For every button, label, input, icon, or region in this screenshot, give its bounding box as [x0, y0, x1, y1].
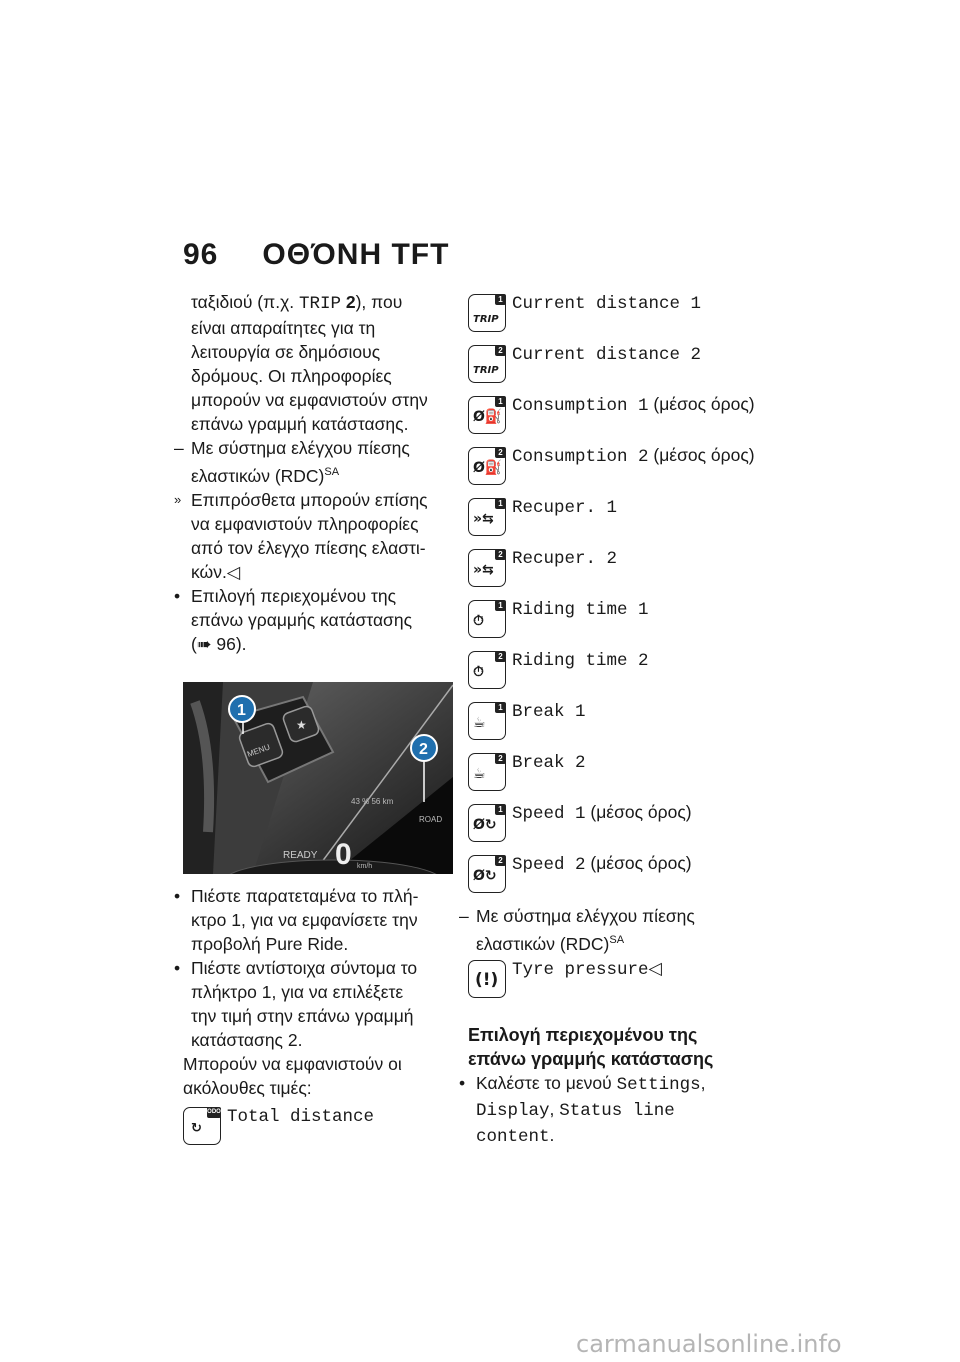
text-line: ακόλουθες τιμές:: [183, 1077, 312, 1098]
value-code: Riding time 1: [512, 600, 649, 620]
intro-paragraph: ταξιδιού (π.χ. TRIP 2), που είναι απαραίτητες για τη λειτουργία σε δημόσιους δρόμους. Οι πληροφορίες μπορούν να εμφανιστούν στην επάνω γραμμή κατάστασης.: [183, 290, 441, 436]
recuper-2-icon: »⇆ 2: [468, 549, 506, 587]
list-item: [468, 494, 768, 545]
text-line: επάνω γραμμής κατάστασης: [191, 609, 413, 630]
trip-1-icon: TRIP 1: [468, 294, 506, 332]
value-suffix: (μέσος όρος): [585, 853, 692, 873]
text-line: κών.◁: [191, 561, 241, 582]
value-code: Break 2: [512, 753, 586, 773]
list-item: [468, 443, 768, 494]
list-item: [468, 392, 768, 443]
recuper-1-icon: »⇆ 1: [468, 498, 506, 536]
gear-display: 0: [335, 837, 352, 871]
svg-text:2: 2: [419, 740, 428, 758]
rdc-condition-right: – Με σύστημα ελέγχου πίεσης ελαστικών (RDC)$^{SA}$: [459, 906, 695, 954]
value-code: Speed 2: [512, 855, 586, 875]
speed-1-icon: Ø↻ 1: [468, 804, 506, 842]
text-line: Πιέστε αντίστοιχα σύντομα το: [191, 957, 418, 978]
section-title: ΟΘΌΝΗ TFT: [262, 238, 450, 271]
list-item-total-distance: [183, 1103, 441, 1154]
list-item: [468, 647, 768, 698]
list-item: [468, 290, 768, 341]
handlebar-photo-illustration: [183, 682, 453, 874]
status-values-display: 43 % 56 km: [351, 796, 394, 806]
values-intro: [183, 1052, 441, 1100]
value-code: Total distance: [227, 1106, 375, 1127]
text-line: να εμφανιστούν πληροφορίες: [191, 513, 419, 534]
menu-status-line: Status line: [559, 1100, 675, 1121]
consumption-1-icon: Ø⛽ 1: [468, 396, 506, 434]
text-line: είναι απαραίτητες για τη: [191, 318, 376, 338]
rdc-note: » Επιπρόσθετα μπορούν επίσης να εμφανιστούν πληροφορίες από τον έλεγχο πίεσης ελαστι- κών.◁: [183, 488, 441, 584]
page-reference-link[interactable]: (➠ 96).: [191, 633, 247, 654]
speed-unit-display: km/h: [357, 862, 373, 870]
value-suffix: (μέσος όρος): [585, 802, 692, 822]
page-header: [183, 238, 449, 272]
svg-text:1: 1: [237, 701, 246, 719]
rdc-condition: – Με σύστημα ελέγχου πίεσης ελαστικών (RDC)$^{SA}$: [174, 438, 410, 486]
text-line: από τον έλεγχο πίεσης ελαστι-: [191, 537, 426, 558]
value-code: Riding time 2: [512, 651, 649, 671]
value-suffix: (μέσος όρος): [648, 394, 755, 414]
list-item: [468, 341, 768, 392]
value-code: Break 1: [512, 702, 586, 722]
tyre-pressure-icon: (!): [468, 960, 506, 998]
consumption-2-icon: Ø⛽ 2: [468, 447, 506, 485]
text-line: Επιλογή περιεχομένου της: [191, 585, 397, 606]
menu-display: Display: [476, 1100, 550, 1121]
value-code: Current distance 2: [512, 345, 702, 365]
odometer-icon: ↻ ODO: [183, 1107, 221, 1145]
menu-settings: Settings: [616, 1074, 701, 1095]
left-column: [174, 290, 443, 1154]
watermark: carmanualsonline.info: [576, 1330, 842, 1358]
break-2-icon: ☕ 2: [468, 753, 506, 791]
menu-content: content: [476, 1126, 550, 1147]
text-line: προβολή Pure Ride.: [191, 933, 349, 954]
value-code: Tyre pressure: [512, 959, 649, 980]
bullet-call-menu: • Καλέστε το μενού Settings, Display, Status line content.: [459, 1072, 706, 1147]
value-code: Consumption 2: [512, 447, 649, 467]
value-code: Recuper. 1: [512, 498, 618, 518]
section-heading: Επιλογή περιεχομένου της επάνω γραμμής κατάστασης: [468, 1024, 714, 1069]
text-line: επάνω γραμμή κατάστασης.: [191, 414, 409, 434]
bullet-select: • Επιλογή περιεχομένου της επάνω γραμμής κατάστασης (➠ 96).: [183, 584, 441, 656]
break-1-icon: ☕ 1: [468, 702, 506, 740]
text-line: Επιπρόσθετα μπορούν επίσης: [191, 489, 428, 510]
text-line: την τιμή στην επάνω γραμμή: [191, 1005, 414, 1026]
value-code: Current distance 1: [512, 294, 702, 314]
value-suffix: (μέσος όρος): [648, 445, 755, 465]
svg-text:★: ★: [296, 717, 307, 732]
text-line: πλήκτρο 1, για να επιλέξετε: [191, 981, 404, 1002]
text-line: λειτουργία σε δημόσιους: [191, 342, 381, 362]
speed-2-icon: Ø↻ 2: [468, 855, 506, 893]
value-code: Speed 1: [512, 804, 586, 824]
text-line: μπορούν να εμφανιστούν στην: [191, 390, 428, 410]
trip-2-icon: TRIP 2: [468, 345, 506, 383]
bullet-long-press: • Πιέστε παρατεταμένα το πλή- κτρο 1, για να εμφανίσετε την προβολή Pure Ride.: [183, 884, 441, 956]
list-item: [468, 545, 768, 596]
value-code: Consumption 1: [512, 396, 649, 416]
text-line: Πιέστε παρατεταμένα το πλή-: [191, 885, 419, 906]
bullet-short-press: • Πιέστε αντίστοιχα σύντομα το πλήκτρο 1, για να επιλέξετε την τιμή στην επάνω γραμμή κατάστασης 2.: [183, 956, 441, 1052]
list-item: [468, 698, 768, 749]
value-code: Recuper. 2: [512, 549, 618, 569]
list-item: [468, 800, 768, 851]
list-item: [468, 851, 768, 902]
trip-code: TRIP: [298, 294, 341, 314]
handlebar-photo: [183, 682, 453, 874]
right-column: [459, 290, 768, 1149]
riding-time-1-icon: ⏱ 1: [468, 600, 506, 638]
list-item: [468, 596, 768, 647]
text-line: κτρο 1, για να εμφανίσετε την: [191, 909, 418, 930]
list-item-tyre-pressure: (!) Tyre pressure◁: [468, 956, 768, 1007]
text-line: δρόμους. Οι πληροφορίες: [191, 366, 392, 386]
riding-mode-display: ROAD: [419, 814, 443, 824]
text-line: Μπορούν να εμφανιστούν οι: [183, 1053, 402, 1074]
text-line: κατάστασης 2.: [191, 1029, 303, 1050]
menu-key-label: MENU: [245, 742, 272, 759]
list-item: [468, 749, 768, 800]
riding-time-2-icon: ⏱ 2: [468, 651, 506, 689]
page-number: 96: [183, 238, 219, 271]
ready-display: READY: [283, 849, 318, 861]
